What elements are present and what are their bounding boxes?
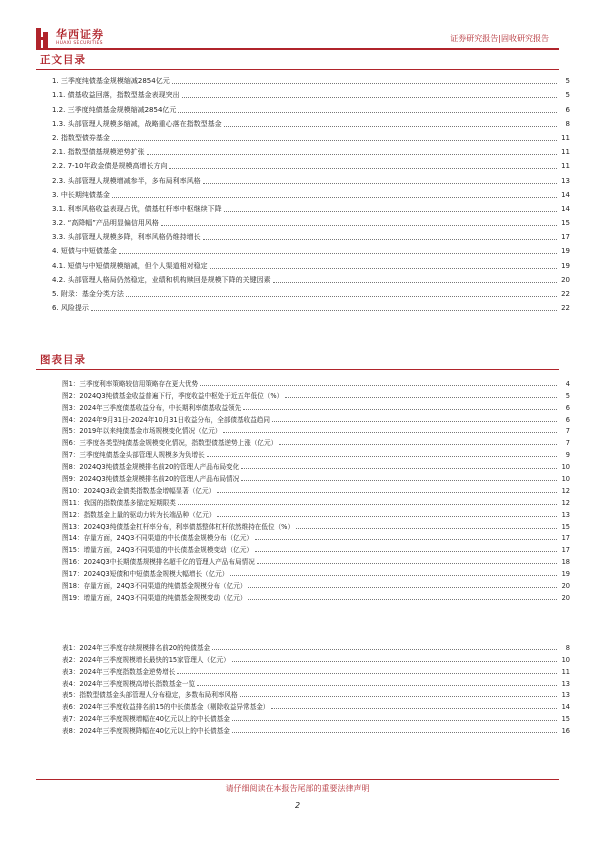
legal-disclaimer: 请仔细阅读在本报告尾部的重要法律声明 xyxy=(225,784,370,793)
figure-entry-label: 图17：2024Q3短债和中短债基金规模大幅增长（亿元） xyxy=(62,570,229,579)
figure-entry[interactable] xyxy=(62,376,570,388)
toc-entry-label: 2.3. 头部管理人规模增减参半，多布局利率风格 xyxy=(52,176,201,185)
figure-entry-label: 图10：2024Q3政金债类指数基金增幅显著（亿元） xyxy=(62,486,216,495)
toc-entry-page: 22 xyxy=(561,290,570,298)
toc-entry-label: 3. 中长期纯债基金 xyxy=(52,190,110,199)
toc-title: 正文目录 xyxy=(40,54,86,66)
table-entry[interactable] xyxy=(62,676,570,688)
dot-leader xyxy=(147,154,557,155)
toc-entry-page: 19 xyxy=(561,247,570,256)
figure-entry-page: 6 xyxy=(565,415,570,424)
dot-leader xyxy=(217,516,557,517)
toc-entry[interactable] xyxy=(52,129,570,143)
figure-entry-page: 12 xyxy=(561,486,570,495)
dot-leader xyxy=(203,239,557,240)
toc-entry[interactable] xyxy=(52,86,570,100)
toc-entry-page: 13 xyxy=(561,176,570,185)
dot-leader xyxy=(224,126,557,127)
dot-leader xyxy=(112,197,557,198)
figure-entry-page: 10 xyxy=(561,475,570,484)
figure-entry-page: 6 xyxy=(565,403,570,412)
dot-leader xyxy=(178,504,557,505)
figure-entry[interactable] xyxy=(62,459,570,471)
table-entry-label: 表7：2024年三季度规模增幅在40亿元以上的中长债基金 xyxy=(62,715,230,724)
dot-leader xyxy=(217,492,557,493)
dot-leader xyxy=(240,696,557,697)
table-entry-label: 表6：2024年三季度收益排名前15的中长债基金（剔除收益异常基金） xyxy=(62,703,270,712)
figure-entry-label: 图18：存量方面，24Q3不同渠道的纯债基金规模分布（亿元） xyxy=(62,582,247,591)
dot-leader xyxy=(279,444,557,445)
table-entry[interactable] xyxy=(62,711,570,723)
logo-name-cn: 华西证券 xyxy=(56,28,104,41)
figure-entry[interactable] xyxy=(62,483,570,495)
figure-entry-label: 图9：2024Q3纯债基金规模排名前20的管理人产品布局情况 xyxy=(62,475,240,484)
logo-name-en: HUAXI SECURITIES xyxy=(56,41,103,46)
table-entry-page: 10 xyxy=(561,655,570,664)
dot-leader xyxy=(224,211,557,212)
table-entry-label: 表5：指数型债基金头部管理人分布稳定，多数布局利率风格 xyxy=(62,691,238,700)
figure-entry-label: 图15：增量方面，24Q3不同渠道的中长债基金规模变动（亿元） xyxy=(62,546,254,555)
toc-entry-label: 2.1. 指数型债基规模逆势扩张 xyxy=(52,148,145,157)
figure-entry[interactable] xyxy=(62,519,570,531)
toc-entry[interactable] xyxy=(52,115,570,129)
toc-entry[interactable] xyxy=(52,200,570,214)
figure-entry-label: 图13：2024Q3纯债基金杠杆率分布，利率债基整体杠杆依然维持在低位（%） xyxy=(62,522,295,531)
dot-leader xyxy=(126,296,557,297)
toc-entry[interactable] xyxy=(52,299,570,313)
figure-entry-page: 15 xyxy=(561,522,570,531)
figure-entry[interactable] xyxy=(62,590,570,602)
table-entry-page: 15 xyxy=(561,715,570,724)
huaxi-logo-icon xyxy=(36,28,52,48)
toc-entry-page: 19 xyxy=(561,261,570,270)
figure-entry[interactable] xyxy=(62,507,570,519)
dot-leader xyxy=(230,575,557,576)
figure-entry[interactable] xyxy=(62,400,570,412)
toc-title-divider xyxy=(36,69,559,70)
dot-leader xyxy=(178,112,557,113)
figure-entry[interactable] xyxy=(62,435,570,447)
dot-leader xyxy=(243,409,557,410)
table-entry[interactable] xyxy=(62,664,570,676)
table-entry[interactable] xyxy=(62,699,570,711)
figure-entry[interactable] xyxy=(62,447,570,459)
footer-divider xyxy=(36,779,559,780)
dot-leader xyxy=(255,539,557,540)
dot-leader xyxy=(255,551,557,552)
figure-entry[interactable] xyxy=(62,531,570,543)
dot-leader xyxy=(271,708,557,709)
figure-entry-page: 12 xyxy=(561,498,570,507)
dot-leader xyxy=(172,83,557,84)
dot-leader xyxy=(112,140,557,141)
figure-entry-label: 图8：2024Q3纯债基金规模排名前20的管理人产品布局变化 xyxy=(62,463,240,472)
table-entry-label: 表2：2024年三季度规模增长最快的15家管理人（亿元） xyxy=(62,655,230,664)
figure-entry[interactable] xyxy=(62,495,570,507)
dot-leader xyxy=(203,183,557,184)
dot-leader xyxy=(207,456,557,457)
figure-entry-label: 图1：三季度利率策略较信用策略存在更大优势 xyxy=(62,379,199,388)
dot-leader xyxy=(182,97,557,98)
figure-entry[interactable] xyxy=(62,412,570,424)
toc-entry-label: 4. 短债与中短债基金 xyxy=(52,247,117,256)
dot-leader xyxy=(119,253,557,254)
toc-entry-page: 5 xyxy=(565,91,570,100)
toc-entry-label: 1.1. 债基收益回落，指数型基金表现突出 xyxy=(52,91,180,100)
page-number: 2 xyxy=(294,801,301,810)
figure-entry[interactable] xyxy=(62,566,570,578)
company-logo xyxy=(36,28,104,48)
figure-entry-page: 17 xyxy=(561,546,570,555)
figure-entry-label: 图4：2024年9月31日-2024年10月31日收益分布，全部债基收益趋同 xyxy=(62,415,270,424)
dot-leader xyxy=(197,685,557,686)
toc-entry[interactable] xyxy=(52,256,570,270)
figure-entry[interactable] xyxy=(62,388,570,400)
toc-entry-label: 4.1. 短债与中短债规模缩减，但个人渠道相对稳定 xyxy=(52,261,208,270)
figure-entry-page: 13 xyxy=(561,510,570,519)
toc-entry-page: 8 xyxy=(565,119,570,128)
figure-entry-page: 7 xyxy=(565,439,570,448)
toc-entry-page: 20 xyxy=(561,275,570,284)
toc-entry-label: 4.2. 头部管理人格局仍然稳定，业绩和机构赎回是规模下降的关键因素 xyxy=(52,275,271,284)
figure-entry-page: 5 xyxy=(565,391,570,400)
dot-leader xyxy=(232,732,557,733)
toc-entry[interactable] xyxy=(52,186,570,200)
toc-entry-label: 3.1. 利率风格收益表现占优，债基杠杆率中枢继续下降 xyxy=(52,204,222,213)
toc-entry-page: 11 xyxy=(561,162,570,171)
figure-entry[interactable] xyxy=(62,471,570,483)
table-entry-page: 8 xyxy=(565,643,570,652)
table-entry-page: 14 xyxy=(561,703,570,712)
dot-leader xyxy=(273,282,557,283)
figure-entry-label: 图6：三季度各类型纯债基金规模变化情况，指数型债基逆势上涨（亿元） xyxy=(62,439,278,448)
dot-leader xyxy=(177,673,557,674)
table-entry[interactable] xyxy=(62,652,570,664)
figure-entry[interactable] xyxy=(62,578,570,590)
toc-entry-label: 3.2. “高降幅”产品明显偏信用风格 xyxy=(52,219,159,228)
toc-entry[interactable] xyxy=(52,171,570,185)
figure-entry-page: 19 xyxy=(561,570,570,579)
figure-entry-page: 20 xyxy=(561,582,570,591)
toc-entry[interactable] xyxy=(52,271,570,285)
table-entry-page: 13 xyxy=(561,691,570,700)
dot-leader xyxy=(210,268,557,269)
toc-entry-page: 11 xyxy=(561,148,570,157)
toc-entry[interactable] xyxy=(52,143,570,157)
toc-list xyxy=(52,72,570,313)
toc-entry[interactable] xyxy=(52,214,570,228)
table-entry-page: 13 xyxy=(561,679,570,688)
figure-entry-label: 图2：2024Q3纯债基金收益普遍下行，季度收益中枢处于近五年低位（%） xyxy=(62,391,284,400)
toc-entry[interactable] xyxy=(52,228,570,242)
figures-title-divider xyxy=(36,369,559,370)
figure-entry[interactable] xyxy=(62,542,570,554)
toc-entry[interactable] xyxy=(52,157,570,171)
figure-entry[interactable] xyxy=(62,424,570,436)
table-entry-page: 16 xyxy=(561,727,570,736)
dot-leader xyxy=(241,480,557,481)
toc-entry[interactable] xyxy=(52,242,570,256)
toc-entry-label: 2. 指数型债券基金 xyxy=(52,133,110,142)
dot-leader xyxy=(232,661,557,662)
figure-entry-label: 图7：三季度纯债基金头部管理人规模多为负增长 xyxy=(62,451,205,460)
toc-entry-page: 11 xyxy=(561,133,570,142)
figure-entry-label: 图11：我国的指数债基多锚定短期限类 xyxy=(62,498,176,507)
dot-leader xyxy=(91,310,557,311)
figure-list xyxy=(62,376,570,602)
dot-leader xyxy=(248,599,557,600)
table-list xyxy=(62,640,570,735)
figure-entry-page: 4 xyxy=(565,379,570,388)
toc-entry-label: 3.3. 头部管理人规模多降，利率风格仍维持增长 xyxy=(52,233,201,242)
table-entry-label: 表3：2024年三季度指数基金逆势增长 xyxy=(62,667,176,676)
toc-entry-label: 6. 风险提示 xyxy=(52,304,89,313)
dot-leader xyxy=(248,587,557,588)
figure-entry-page: 17 xyxy=(561,534,570,543)
toc-entry-page: 15 xyxy=(561,219,570,228)
table-entry-label: 表1：2024年三季度存续规模排名前20的纯债基金 xyxy=(62,643,211,652)
toc-entry-label: 5. 附录：基金分类方法 xyxy=(52,290,124,298)
figure-entry-page: 18 xyxy=(561,558,570,567)
dot-leader xyxy=(296,528,557,529)
dot-leader xyxy=(257,563,557,564)
table-entry[interactable] xyxy=(62,688,570,700)
figure-entry-label: 图19：增量方面，24Q3不同渠道的纯债基金规模变动（亿元） xyxy=(62,593,247,602)
page-header xyxy=(0,0,595,60)
header-divider xyxy=(36,48,559,50)
dot-leader xyxy=(241,468,557,469)
toc-entry-page: 14 xyxy=(561,190,570,199)
figure-entry-page: 20 xyxy=(561,593,570,602)
toc-entry-label: 2.2. 7-10年政金债是规模高增长方向 xyxy=(52,162,168,171)
dot-leader xyxy=(223,432,557,433)
toc-entry-label: 1. 三季度纯债基金规模缩减2854亿元 xyxy=(52,77,170,86)
dot-leader xyxy=(272,421,557,422)
table-entry-label: 表8：2024年三季度规模降幅在40亿元以上的中长债基金 xyxy=(62,727,230,736)
figures-title: 图表目录 xyxy=(40,354,86,366)
toc-entry-label: 1.3. 头部管理人规模多缩减，战略重心落在指数型基金 xyxy=(52,119,222,128)
figure-entry-label: 图14：存量方面，24Q3不同渠道的中长债基金规模分布（亿元） xyxy=(62,534,254,543)
toc-entry-page: 22 xyxy=(561,304,570,313)
toc-entry-page: 17 xyxy=(561,233,570,242)
toc-entry[interactable] xyxy=(52,72,570,86)
table-entry[interactable] xyxy=(62,640,570,652)
table-entry[interactable] xyxy=(62,723,570,735)
figure-entry-label: 图5：2019年以来纯债基金市场规模变化情况（亿元） xyxy=(62,427,222,436)
toc-entry-label: 1.2. 三季度纯债基金规模缩减2854亿元 xyxy=(52,105,177,114)
figure-entry-label: 图3：2024年三季度债基收益分布，中长期利率债基收益领先 xyxy=(62,403,242,412)
toc-entry-page: 6 xyxy=(565,105,570,114)
dot-leader xyxy=(232,720,557,721)
report-type-label: 证券研究报告|固收研究报告 xyxy=(450,34,549,43)
dot-leader xyxy=(161,225,557,226)
figure-entry-page: 9 xyxy=(565,451,570,460)
table-entry-label: 表4：2024年三季度规模高增长指数基金一览 xyxy=(62,679,196,688)
dot-leader xyxy=(212,649,557,650)
dot-leader xyxy=(200,385,557,386)
toc-entry[interactable] xyxy=(52,100,570,114)
dot-leader xyxy=(169,168,557,169)
figure-entry-page: 7 xyxy=(565,427,570,436)
toc-entry-page: 14 xyxy=(561,204,570,213)
table-entry-page: 11 xyxy=(561,667,570,676)
toc-entry[interactable] xyxy=(52,285,570,299)
dot-leader xyxy=(285,397,557,398)
figure-entry[interactable] xyxy=(62,554,570,566)
figure-entry-page: 10 xyxy=(561,463,570,472)
figure-entry-label: 图12：指数基金上量的驱动力转为长端品种（亿元） xyxy=(62,510,216,519)
figure-entry-label: 图16：2024Q3中长期债基规模排名超千亿的管理人产品布局情况 xyxy=(62,558,255,567)
toc-entry-page: 5 xyxy=(565,77,570,86)
